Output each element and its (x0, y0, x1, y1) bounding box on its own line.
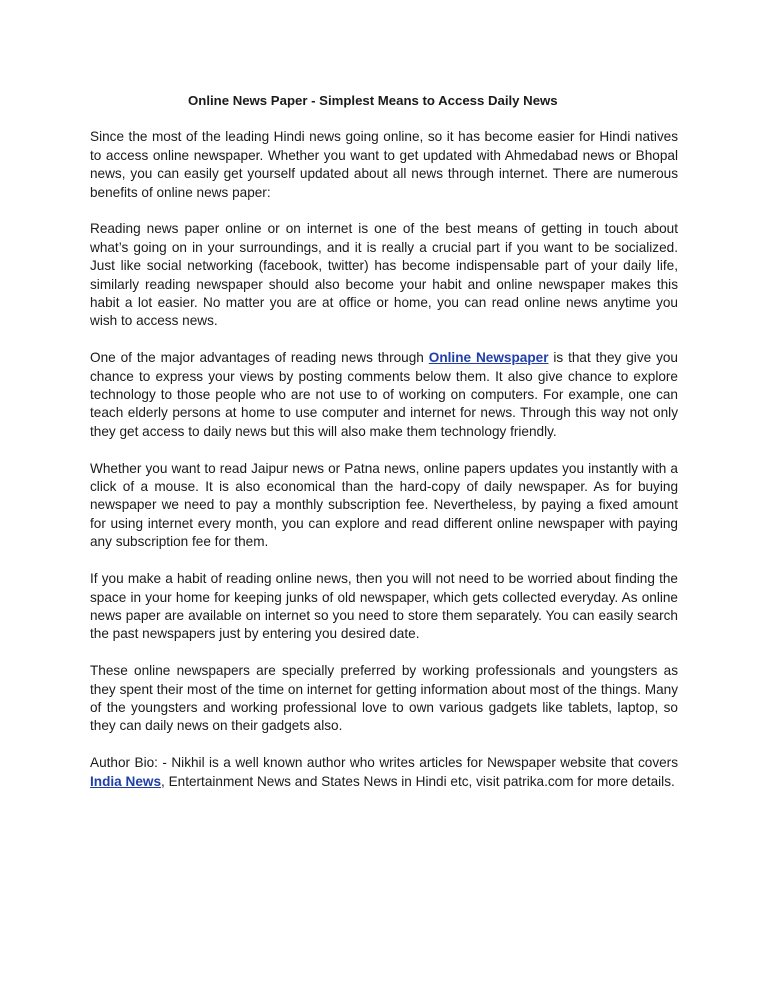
paragraph-professionals: These online newspapers are specially preferred by working professionals and youngsters as they spent their most of the time on internet for getting information about most of the things. Many of the youngsters and working professional love to own various gadgets like tablets, laptop, so they can daily news on their gadgets also. (90, 663, 678, 734)
online-newspaper-link[interactable]: Online Newspaper (428, 350, 549, 366)
author-bio-text-end: , Entertainment News and States News in Hindi etc, visit patrika.com for more details. (161, 773, 675, 789)
document-title: Online News Paper - Simplest Means to Access Daily News (188, 93, 558, 108)
paragraph-author-bio (90, 754, 678, 791)
document-body (90, 92, 678, 809)
india-news-link[interactable]: India News (90, 773, 162, 789)
paragraph-advantages-text-end: is that they give you chance to express your views by posting comments below them. It also give chance to explore technology to those people who are not use to of working on computers. For example, one can teach elderly persons at home to use computer and internet for news. Through this way not only they get access to daily news but this will also make them technology friendly. (90, 350, 678, 439)
paragraph-economical: Whether you want to read Jaipur news or Patna news, online papers updates you instantly with a click of a mouse. It is also economical than the hard-copy of daily newspaper. As for buying newspaper we need to pay a monthly subscription fee. Nevertheless, by paying a fixed amount for using internet every month, you can explore and read different online newspaper with paying any subscription fee for them. (90, 460, 678, 550)
paragraph-advantages-text-start: One of the major advantages of reading news through (90, 350, 429, 366)
paragraph-intro: Since the most of the leading Hindi news going online, so it has become easier for Hindi natives to access online newspaper. Whether you want to get updated with Ahmedabad news or Bhopal news, you can easily get yourself updated about all news through internet. There are numerous benefits of online news paper: (90, 129, 678, 200)
paragraph-space: If you make a habit of reading online news, then you will not need to be worried about finding the space in your home for keeping junks of old newspaper, which gets collected everyday. As online news paper are available on internet so you need to store them separately. You can easily search the past newspapers just by entering you desired date. (90, 571, 678, 642)
author-bio-text-start: Author Bio: - Nikhil is a well known author who writes articles for Newspaper website that covers (90, 755, 678, 771)
paragraph-advantages (90, 349, 678, 441)
paragraph-reading-online: Reading news paper online or on internet is one of the best means of getting in touch about what’s going on in your surroundings, and it is really a crucial part if you want to be socialized. Just like social networking (facebook, twitter) has become indispensable part of your daily life, similarly reading newspaper should also become your habit and online newspaper makes this habit a lot easier. No matter you are at office or home, you can read online news anytime you wish to access news. (90, 221, 678, 329)
